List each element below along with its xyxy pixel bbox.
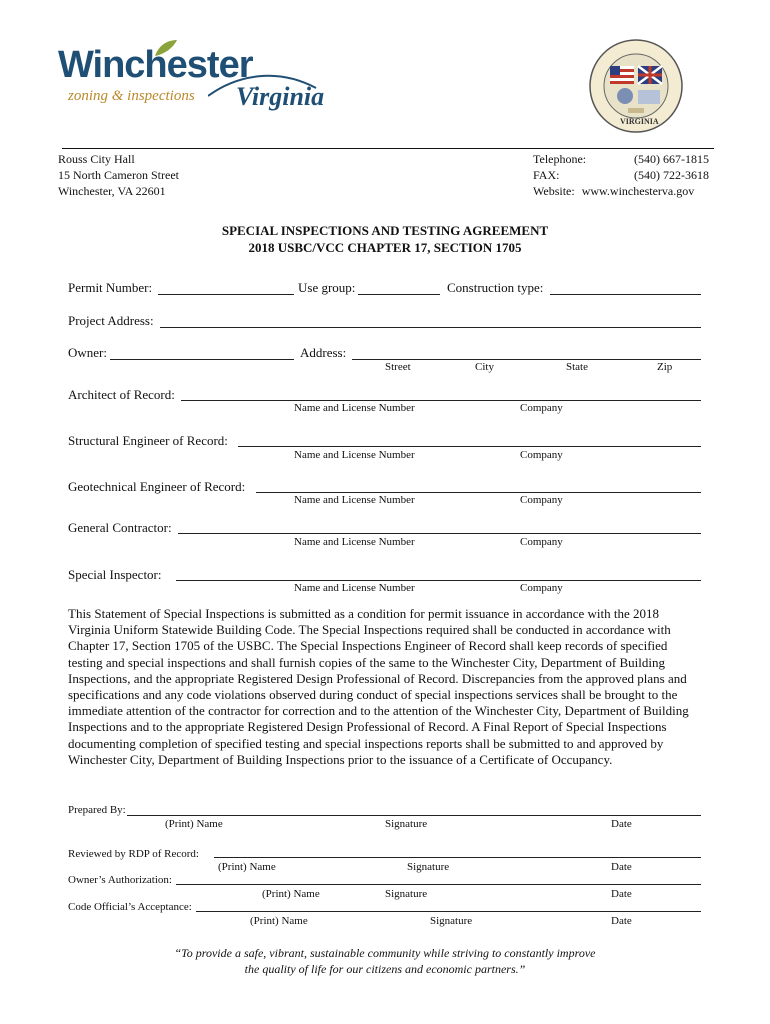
permit-number-label: Permit Number: (68, 280, 153, 295)
title-line2: 2018 USBC/VCC CHAPTER 17, SECTION 1705 (248, 240, 522, 255)
geotechnical-label: Geotechnical Engineer of Record: (68, 479, 246, 494)
owner-signature: Signature (385, 888, 428, 900)
project-address-label: Project Address: (68, 313, 154, 328)
contractor-label: General Contractor: (68, 520, 172, 535)
architect-name-caption: Name and License Number (294, 402, 415, 414)
footer-quote (0, 945, 770, 977)
reviewed-by-label: Reviewed by RDP of Record: (68, 848, 199, 860)
logo-name: Winchester (58, 44, 253, 86)
structural-name-caption: Name and License Number (294, 449, 415, 461)
owner-auth-line[interactable] (176, 884, 701, 885)
geotechnical-name-caption: Name and License Number (294, 494, 415, 506)
special-inspector-input[interactable] (176, 580, 701, 581)
street-caption: Street (385, 361, 411, 373)
contractor-input[interactable] (178, 533, 701, 534)
use-group-label: Use group: (298, 280, 356, 295)
owner-print-name: (Print) Name (262, 888, 320, 900)
footer-line2: the quality of life for our citizens and economic partners.” (244, 962, 526, 976)
seal-bottom-text: VIRGINIA (620, 117, 659, 126)
reviewed-signature: Signature (407, 861, 450, 873)
website-link[interactable]: www.winchesterva.gov (581, 184, 695, 198)
reviewed-print-name: (Print) Name (218, 861, 276, 873)
prepared-by-line[interactable] (127, 815, 701, 816)
code-official-label: Code Official’s Acceptance: (68, 901, 192, 913)
address-line1: Rouss City Hall (58, 152, 135, 166)
address-block (58, 152, 179, 198)
geotechnical-input[interactable] (256, 492, 701, 493)
construction-type-label: Construction type: (447, 280, 544, 295)
inspector-name-caption: Name and License Number (294, 582, 415, 594)
use-group-input[interactable] (358, 294, 440, 295)
architect-label: Architect of Record: (68, 387, 175, 402)
structural-label: Structural Engineer of Record: (68, 433, 228, 448)
document-title (0, 223, 770, 256)
telephone-value: (540) 667-1815 (634, 152, 709, 166)
project-address-input[interactable] (160, 327, 701, 328)
reviewed-date: Date (611, 861, 632, 873)
prepared-signature: Signature (385, 818, 428, 830)
title-line1: SPECIAL INSPECTIONS AND TESTING AGREEMENT (221, 223, 549, 238)
contractor-name-caption: Name and License Number (294, 536, 415, 548)
header-divider (62, 148, 714, 149)
owner-label: Owner: (68, 345, 107, 360)
owner-auth-label: Owner’s Authorization: (68, 874, 172, 886)
fax-label: FAX: (533, 168, 560, 182)
prepared-print-name: (Print) Name (165, 818, 223, 830)
address-line3: Winchester, VA 22601 (58, 184, 166, 198)
contact-block (533, 152, 709, 198)
architect-company-caption: Company (520, 402, 563, 414)
inspector-company-caption: Company (520, 582, 563, 594)
permit-number-input[interactable] (158, 294, 294, 295)
geotechnical-company-caption: Company (520, 494, 563, 506)
construction-type-input[interactable] (550, 294, 701, 295)
address-line2: 15 North Cameron Street (58, 168, 179, 182)
logo-swoosh-icon (208, 66, 318, 106)
fax-value: (540) 722-3618 (634, 168, 709, 182)
city-caption: City (475, 361, 494, 373)
footer-line1: “To provide a safe, vibrant, sustainable community while striving to constantly improve (174, 946, 596, 960)
winchester-logo (58, 38, 325, 118)
zip-caption: Zip (657, 361, 673, 373)
prepared-by-label: Prepared By: (68, 804, 126, 816)
code-official-line[interactable] (196, 911, 701, 912)
owner-date: Date (611, 888, 632, 900)
structural-company-caption: Company (520, 449, 563, 461)
state-caption: State (566, 361, 588, 373)
code-date: Date (611, 915, 632, 927)
owner-input[interactable] (110, 359, 294, 360)
telephone-label: Telephone: (533, 152, 587, 166)
city-seal (588, 38, 684, 134)
structural-input[interactable] (238, 446, 701, 447)
address-input[interactable] (352, 359, 701, 360)
contractor-company-caption: Company (520, 536, 563, 548)
code-signature: Signature (430, 915, 473, 927)
architect-input[interactable] (181, 400, 701, 401)
address-label: Address: (300, 345, 347, 360)
website-label: Website: (533, 184, 575, 198)
prepared-date: Date (611, 818, 632, 830)
logo-tagline: zoning & inspections (68, 88, 195, 104)
special-inspector-label: Special Inspector: (68, 567, 162, 582)
statement-paragraph: This Statement of Special Inspections is submitted as a condition for permit issuance in accordance with the 2018 Virginia Uniform Statewide Building Code. The Special Inspections required shall be conducted in accordance with Chapter 17, Section 1705 of the USBC. The Special Inspections Engineer of Record shall keep records of specified testing and special inspections and shall furnish copies of the same to the Winchester City, Department of Building Inspections, and the appropriate Registered Design Professional of Record. Discrepancies from the approved plans and specifications and any code violations observed during conduct of special inspections services shall be brought to the immediate attention of the contractor for correction and to the attention of the Winchester City, Department of Building Inspections and to the appropriate Registered Design Professional of Record. A Final Report of Special Inspections documenting completion of specified testing and special inspections reports shall be submitted to and approved by Winchester City, Department of Building Inspections prior to the issuance of a Certificate of Occupancy. (68, 606, 689, 767)
code-print-name: (Print) Name (250, 915, 308, 927)
reviewed-by-line[interactable] (214, 857, 701, 858)
logo-state-script: Virginia (236, 82, 325, 111)
